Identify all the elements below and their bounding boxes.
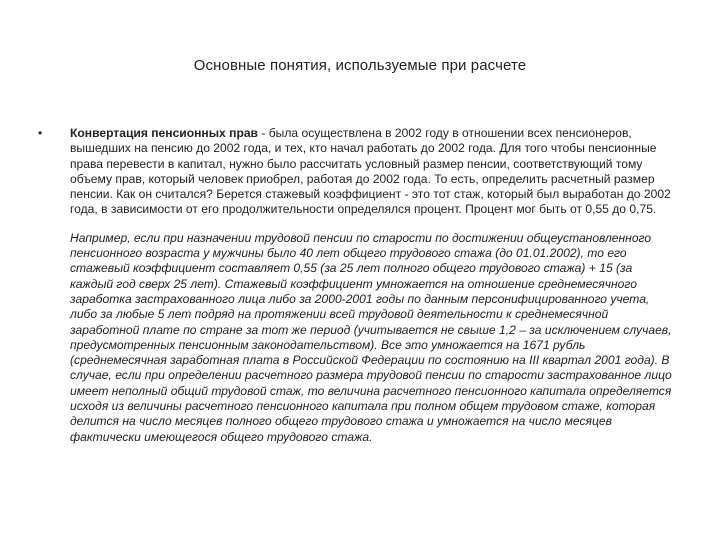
paragraph-conversion-text: - была осуществлена в 2002 году в отношении всех пенсионеров, вышедших на пенсию до 2002 года, и тех, кто начал работать до 2002 года. Для того чтобы пенсионные права перевести в капитал, нужно было рассчитать условный размер пенсии, соответствующий тому объему прав, который человек приобрел, работая до 2002 года. То есть, определить расчетный размер пенсии. Как он считался? Берется стажевый коэффициент - это тот стаж, который был выработан до 2002 года, в зависимости от его продолжительности определялся процент. Процент мог быть от 0,55 до 0,75. [70, 126, 671, 217]
paragraph-lead-term: Конвертация пенсионных прав [70, 126, 258, 140]
slide-content [38, 126, 678, 445]
paragraph-conversion [70, 126, 678, 218]
bullet-item [38, 126, 678, 445]
slide-title: Основные понятия, используемые при расчете [193, 57, 527, 74]
paragraph-example: Например, если при назначении трудовой пенсии по старости по достижении общеустановленного пенсионного возраста у мужчины было 40 лет общего трудового стажа (до 01.01.2002), то его стажевый коэффициент составляет 0,55 (за 25 лет полного общего трудового стажа) + 15 (за каждый год сверх 25 лет). Стажевый коэффициент умножается на отношение среднемесячного заработка застрахованного лица либо за 2000-2001 годы по данным персонифицированного учета, либо за любые 5 лет подряд на протяжении всей трудовой деятельности к среднемесячной заработной плате по стране за тот же период (учитывается не свыше 1,2 – за исключением случаев, предусмотренных пенсионным законодательством). Все это умножается на 1671 рубль (среднемесячная заработная плата в Российской Федерации по состоянию на III квартал 2001 года). В случае, если при определении расчетного размера трудовой пенсии по старости застрахованное лицо имеет неполный общий трудовой стаж, то величина расчетного пенсионного капитала определяется исходя из величины расчетного пенсионного капитала при полном общем трудовом стаже, которая делится на число месяцев полного общего трудового стажа и умножается на число месяцев фактически имеющегося общего трудового стажа. [70, 230, 672, 444]
bullet-body [70, 126, 678, 445]
bullet-marker: • [38, 126, 43, 140]
